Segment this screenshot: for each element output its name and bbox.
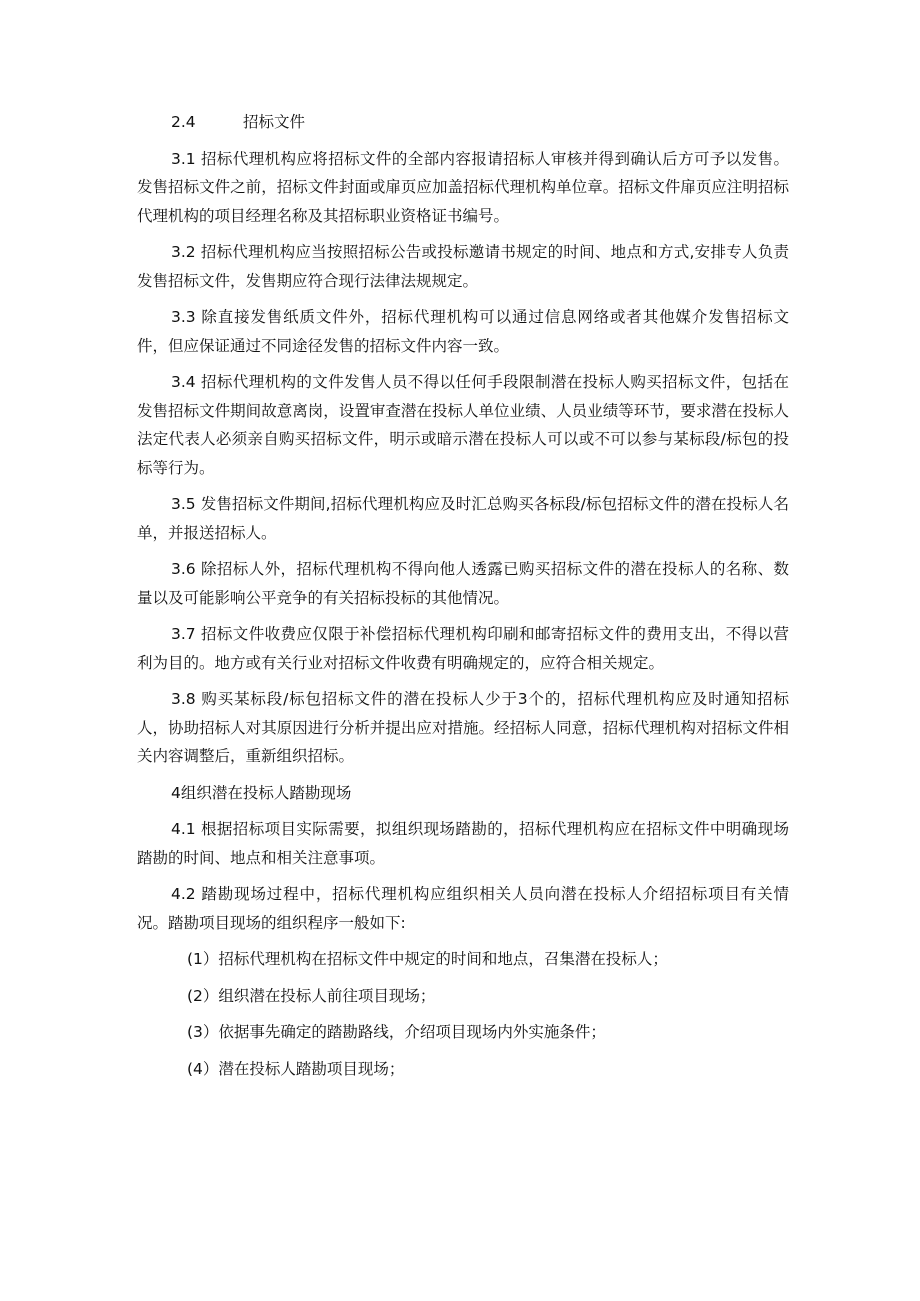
list-item: (3）依据事先确定的踏勘路线，介绍项目现场内外实施条件； [187, 1023, 606, 1041]
paragraph-3-1: 3.1 招标代理机构应将招标文件的全部内容报请招标人审核并得到确认后方可予以发售。发售招标文件之前，招标文件封面或扉页应加盖招标代理机构单位章。招标文件扉页应注明招标代理机构的项目经理名称及其招标职业资格证书编号。 [137, 149, 789, 225]
document-body [137, 108, 789, 1091]
paragraph-3-4: 3.4 招标代理机构的文件发售人员不得以任何手段限制潜在投标人购买招标文件，包括在发售招标文件期间故意离岗，设置审查潜在投标人单位业绩、人员业绩等环节，要求潜在投标人法定代表人必须亲自购买招标文件，明示或暗示潜在投标人可以或不可以参与某标段/标包的投标等行为。 [137, 373, 789, 477]
paragraph-3-5: 3.5 发售招标文件期间,招标代理机构应及时汇总购买各标段/标包招标文件的潜在投标人名单，并报送招标人。 [137, 495, 789, 542]
paragraph-4-2: 4.2 踏勘现场过程中，招标代理机构应组织相关人员向潜在投标人介绍招标项目有关情况。踏勘项目现场的组织程序一般如下: [137, 885, 789, 932]
paragraph-3-8: 3.8 购买某标段/标包招标文件的潜在投标人少于3个的，招标代理机构应及时通知招标人，协助招标人对其原因进行分析并提出应对措施。经招标人同意，招标代理机构对招标文件相关内容调整后，重新组织招标。 [137, 690, 789, 765]
section-heading-2-4 [137, 108, 789, 137]
paragraph-3-3: 3.3 除直接发售纸质文件外，招标代理机构可以通过信息网络或者其他媒介发售招标文件，但应保证通过不同途径发售的招标文件内容一致。 [137, 308, 789, 355]
paragraph-4-1: 4.1 根据招标项目实际需要，拟组织现场踏勘的，招标代理机构应在招标文件中明确现场踏勘的时间、地点和相关注意事项。 [137, 820, 789, 867]
paragraph-3-6: 3.6 除招标人外，招标代理机构不得向他人透露已购买招标文件的潜在投标人的名称、数量以及可能影响公平竞争的有关招标投标的其他情况。 [137, 560, 789, 607]
paragraph-3-7: 3.7 招标文件收费应仅限于补偿招标代理机构印刷和邮寄招标文件的费用支出，不得以营利为目的。地方或有关行业对招标文件收费有明确规定的，应符合相关规定。 [137, 625, 789, 672]
section-heading-4: 4组织潜在投标人踏勘现场 [171, 783, 352, 802]
list-item: (4）潜在投标人踏勘项目现场； [187, 1059, 405, 1078]
paragraph-3-2: 3.2 招标代理机构应当按照招标公告或投标邀请书规定的时间、地点和方式,安排专人负责发售招标文件，发售期应符合现行法律法规规定。 [137, 243, 789, 290]
section-number: 2.4 [171, 113, 196, 131]
section-title: 招标文件 [243, 113, 306, 131]
list-item: (1）招标代理机构在招标文件中规定的时间和地点，召集潜在投标人； [187, 950, 668, 968]
list-item: (2）组织潜在投标人前往项目现场； [187, 986, 436, 1005]
